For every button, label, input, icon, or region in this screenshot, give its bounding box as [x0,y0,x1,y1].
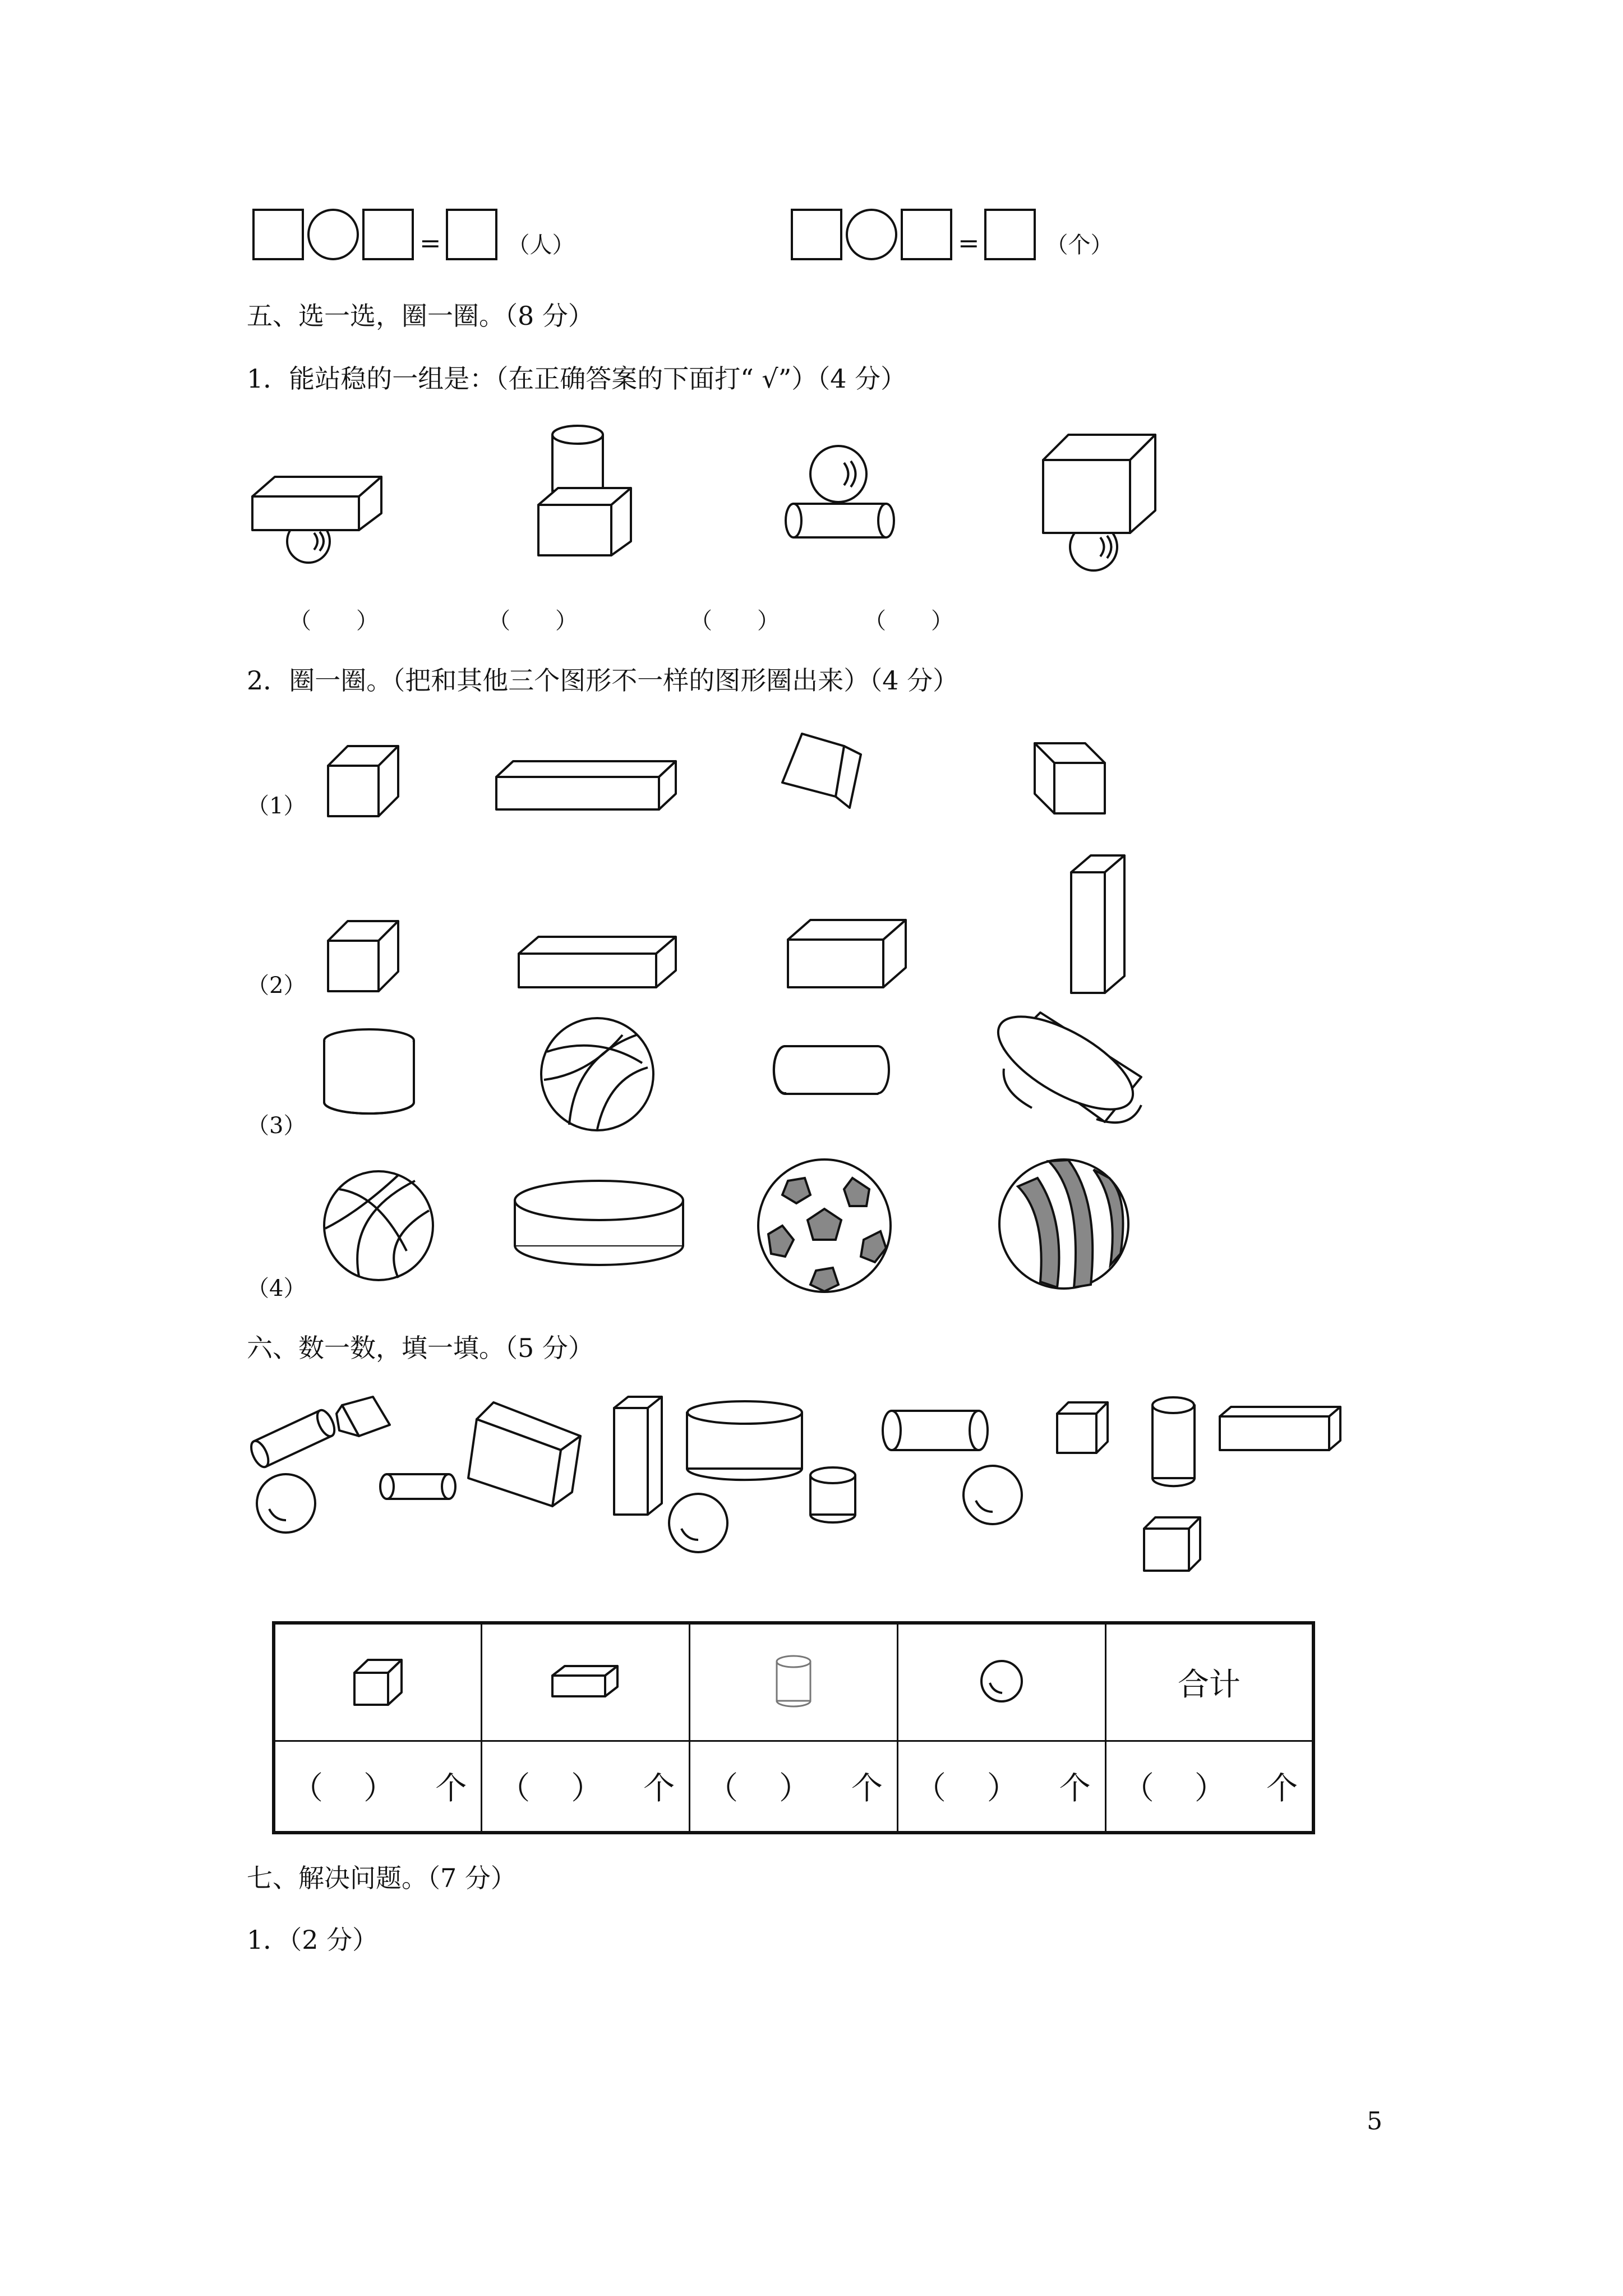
cuboid-icon [468,1402,580,1506]
cube-on-sphere-icon [1038,426,1161,572]
cube-icon[interactable] [322,915,407,994]
soccer-ball-icon[interactable] [754,1156,895,1296]
cuboid-icon[interactable] [513,931,681,993]
q1-text: 1．能站稳的一组是：（在正确答案的下面打“ √”）（4 分） [247,364,907,394]
result-box[interactable] [984,209,1036,260]
cuboid-icon [1220,1407,1340,1450]
equation-items [791,209,1113,260]
cube-icon [1144,1517,1200,1571]
header-sphere [897,1623,1105,1741]
cylinder-icon[interactable] [320,1027,421,1116]
count-cell[interactable]: （ ） 个 [707,1770,883,1807]
basketball-icon[interactable] [320,1167,437,1285]
row-label: （4） [247,1276,306,1301]
operator-circle[interactable] [307,209,359,260]
cube-icon [350,1653,406,1709]
count-cell[interactable]: （ ） 个 [292,1770,467,1807]
cube-icon[interactable] [1029,738,1113,816]
header-total: 合计 [1105,1623,1313,1741]
header-cube [274,1623,482,1741]
header-cylinder [690,1623,898,1741]
cylinder-icon [1152,1397,1195,1486]
q7-1-text: 1．（2 分） [247,1925,379,1955]
shape-collection [247,1391,1346,1582]
header-cuboid [482,1623,690,1741]
operator-circle[interactable] [846,209,897,260]
equation-people [252,209,575,260]
cylinder-icon [810,1467,855,1522]
section-7-title: 七、解决问题。（7 分） [247,1863,517,1893]
q2-text: 2．圈一圈。（把和其他三个图形不一样的图形圈出来）（4 分） [247,665,959,696]
cylinder-icon[interactable] [771,1041,895,1102]
cube-icon[interactable] [322,740,407,819]
cylinder-icon[interactable] [993,1007,1150,1130]
cylinder-icon [380,1474,455,1499]
answer-slot-3[interactable]: （ ） [690,608,780,634]
cuboid-on-sphere-icon [247,449,387,572]
section-5-title: 五、选一选，圈一圈。（8 分） [247,301,594,331]
count-table [272,1621,1315,1834]
answer-box[interactable] [791,209,842,260]
answer-slot-2[interactable]: （ ） [488,608,578,634]
result-box[interactable] [446,209,497,260]
count-cell[interactable]: （ ） 个 [914,1770,1091,1807]
unit-label: （人） [507,232,575,258]
equals-sign: = [419,228,441,258]
cube-icon [1057,1402,1108,1453]
unit-label: （个） [1045,232,1113,258]
row-label: （3） [247,1113,306,1139]
count-cell[interactable]: （ ） 个 [499,1770,675,1807]
cuboid-icon [614,1397,662,1515]
cylinder-icon[interactable] [510,1175,690,1276]
sphere-icon [257,1474,315,1533]
cylinder-on-cube-icon [536,424,637,558]
total-cell[interactable]: （ ） 个 [1122,1770,1298,1807]
basketball-icon[interactable] [536,1013,659,1136]
row-label: （1） [247,793,306,819]
page-number: 5 [1367,2107,1382,2136]
equals-sign: = [958,228,980,258]
answer-slot-1[interactable]: （ ） [289,608,379,634]
striped-ball-icon[interactable] [995,1156,1133,1293]
sphere-icon [976,1656,1027,1706]
cuboid-icon[interactable] [782,914,911,993]
sphere-on-cylinder-icon [782,438,906,550]
cylinder-icon [687,1401,802,1480]
section-6-title: 六、数一数，填一填。（5 分） [247,1333,594,1363]
cuboid-icon[interactable] [1066,850,1138,1001]
sphere-icon [669,1494,727,1552]
cylinder-icon [248,1407,338,1469]
answer-box[interactable] [252,209,304,260]
cube-icon[interactable] [774,729,869,813]
answer-slot-4[interactable]: （ ） [864,608,953,634]
cuboid-icon [549,1662,622,1701]
answer-box[interactable] [362,209,414,260]
cuboid-icon[interactable] [491,754,681,813]
cube-icon [336,1397,390,1436]
sphere-icon [963,1466,1022,1524]
answer-box[interactable] [901,209,952,260]
cylinder-icon [771,1653,816,1709]
row-label: （2） [247,973,306,999]
cylinder-icon [883,1411,988,1450]
